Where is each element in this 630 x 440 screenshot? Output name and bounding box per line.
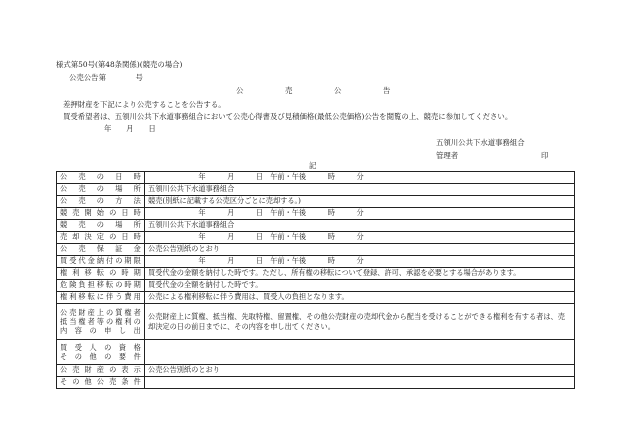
table-row bbox=[57, 208, 575, 220]
title-char: 公 bbox=[334, 86, 342, 95]
row-label: 権利移転に伴う費用 bbox=[57, 292, 145, 304]
row-label: 競売開始の日時 bbox=[57, 208, 145, 220]
row-value: 五領川公共下水道事務組合 bbox=[145, 220, 575, 232]
seal-mark: 印 bbox=[541, 151, 549, 160]
claims-label-line: 内容の申し出 bbox=[60, 326, 141, 336]
issuer-organization: 五領川公共下水道事務組合 bbox=[436, 138, 525, 147]
row-label: 公売財産の表示 bbox=[57, 365, 145, 377]
row-value: 五領川公共下水道事務組合 bbox=[145, 184, 575, 196]
row-label: 売却決定の日時 bbox=[57, 232, 145, 244]
table-row-buyer bbox=[57, 340, 575, 365]
title-char: 告 bbox=[383, 86, 391, 95]
note-label: 記 bbox=[309, 161, 317, 170]
row-label: その他公売条件 bbox=[57, 377, 145, 389]
claims-label-line: 抵当権者等の権利の bbox=[60, 316, 141, 326]
title-char: 公 bbox=[236, 86, 244, 95]
intro-line-2: 買受希望者は、五領川公共下水道事務組合において公売心得書及び見積価格(最低公売価格)公告を閲覧の上、競売に参加してください。 bbox=[63, 112, 513, 121]
title-char: 売 bbox=[285, 86, 293, 95]
table-row bbox=[57, 377, 575, 389]
table-row bbox=[57, 196, 575, 208]
row-label: 公売の日時 bbox=[57, 172, 145, 184]
table-row bbox=[57, 172, 575, 184]
table-row bbox=[57, 256, 575, 268]
row-label: 公売の方法 bbox=[57, 196, 145, 208]
claims-label-line: 公売財産上の質権者 bbox=[60, 307, 141, 317]
notice-date: 年 月 日 bbox=[104, 124, 156, 133]
table-row bbox=[57, 268, 575, 280]
table-body bbox=[57, 172, 575, 389]
row-label: 公売保証金 bbox=[57, 244, 145, 256]
row-value: 買受代金の金額を納付した時です。ただし、所有権の移転について登録、許可、承認を必要とする場合があります。 bbox=[145, 268, 575, 280]
row-value: 年 月 日 午前・午後 時 分 bbox=[145, 232, 575, 244]
row-value: 年 月 日 午前・午後 時 分 bbox=[145, 256, 575, 268]
row-value: 公売公告別紙のとおり bbox=[145, 244, 575, 256]
issuer-manager: 管理者 bbox=[436, 151, 459, 160]
table-row bbox=[57, 365, 575, 377]
claims-value: 公売財産上に質権、抵当権、先取特権、留置権、その他公売財産の売却代金から配当を受けることができる権利を有する者は、売却決定の日の前日までに、その内容を申し出てください。 bbox=[145, 304, 575, 340]
buyer-label-line: 買受人の資格 bbox=[60, 342, 141, 352]
row-value: 買受代金の全額を納付した時です。 bbox=[145, 280, 575, 292]
row-label: 競売の場所 bbox=[57, 220, 145, 232]
table-row bbox=[57, 232, 575, 244]
row-label: 買受代金納付の期限 bbox=[57, 256, 145, 268]
intro-line-1: 差押財産を下記により公売することを公告する。 bbox=[63, 100, 226, 109]
table-row bbox=[57, 220, 575, 232]
row-value: 競売(別紙に記載する公売区分ごとに売却する。) bbox=[145, 196, 575, 208]
auction-details-table bbox=[56, 171, 575, 389]
row-value: 年 月 日 午前・午後 時 分 bbox=[145, 208, 575, 220]
buyer-value bbox=[145, 340, 575, 365]
table-row-claims bbox=[57, 304, 575, 340]
row-value: 年 月 日 午前・午後 時 分 bbox=[145, 172, 575, 184]
row-value bbox=[145, 377, 575, 389]
claims-label bbox=[57, 304, 145, 340]
table-row bbox=[57, 244, 575, 256]
buyer-label-line: その他の要件 bbox=[60, 352, 141, 361]
row-value: 公売による権利移転に伴う費用は、買受人の負担となります。 bbox=[145, 292, 575, 304]
table-row bbox=[57, 292, 575, 304]
row-label: 危険負担移転の時期 bbox=[57, 280, 145, 292]
notice-number: 公売公告第 号 bbox=[69, 73, 143, 82]
form-id: 様式第50号(第48条関係)(競売の場合) bbox=[56, 60, 183, 69]
row-value: 公売公告別紙のとおり bbox=[145, 365, 575, 377]
row-label: 権利移転の時期 bbox=[57, 268, 145, 280]
table-row bbox=[57, 280, 575, 292]
buyer-label bbox=[57, 340, 145, 365]
row-label: 公売の場所 bbox=[57, 184, 145, 196]
table-row bbox=[57, 184, 575, 196]
